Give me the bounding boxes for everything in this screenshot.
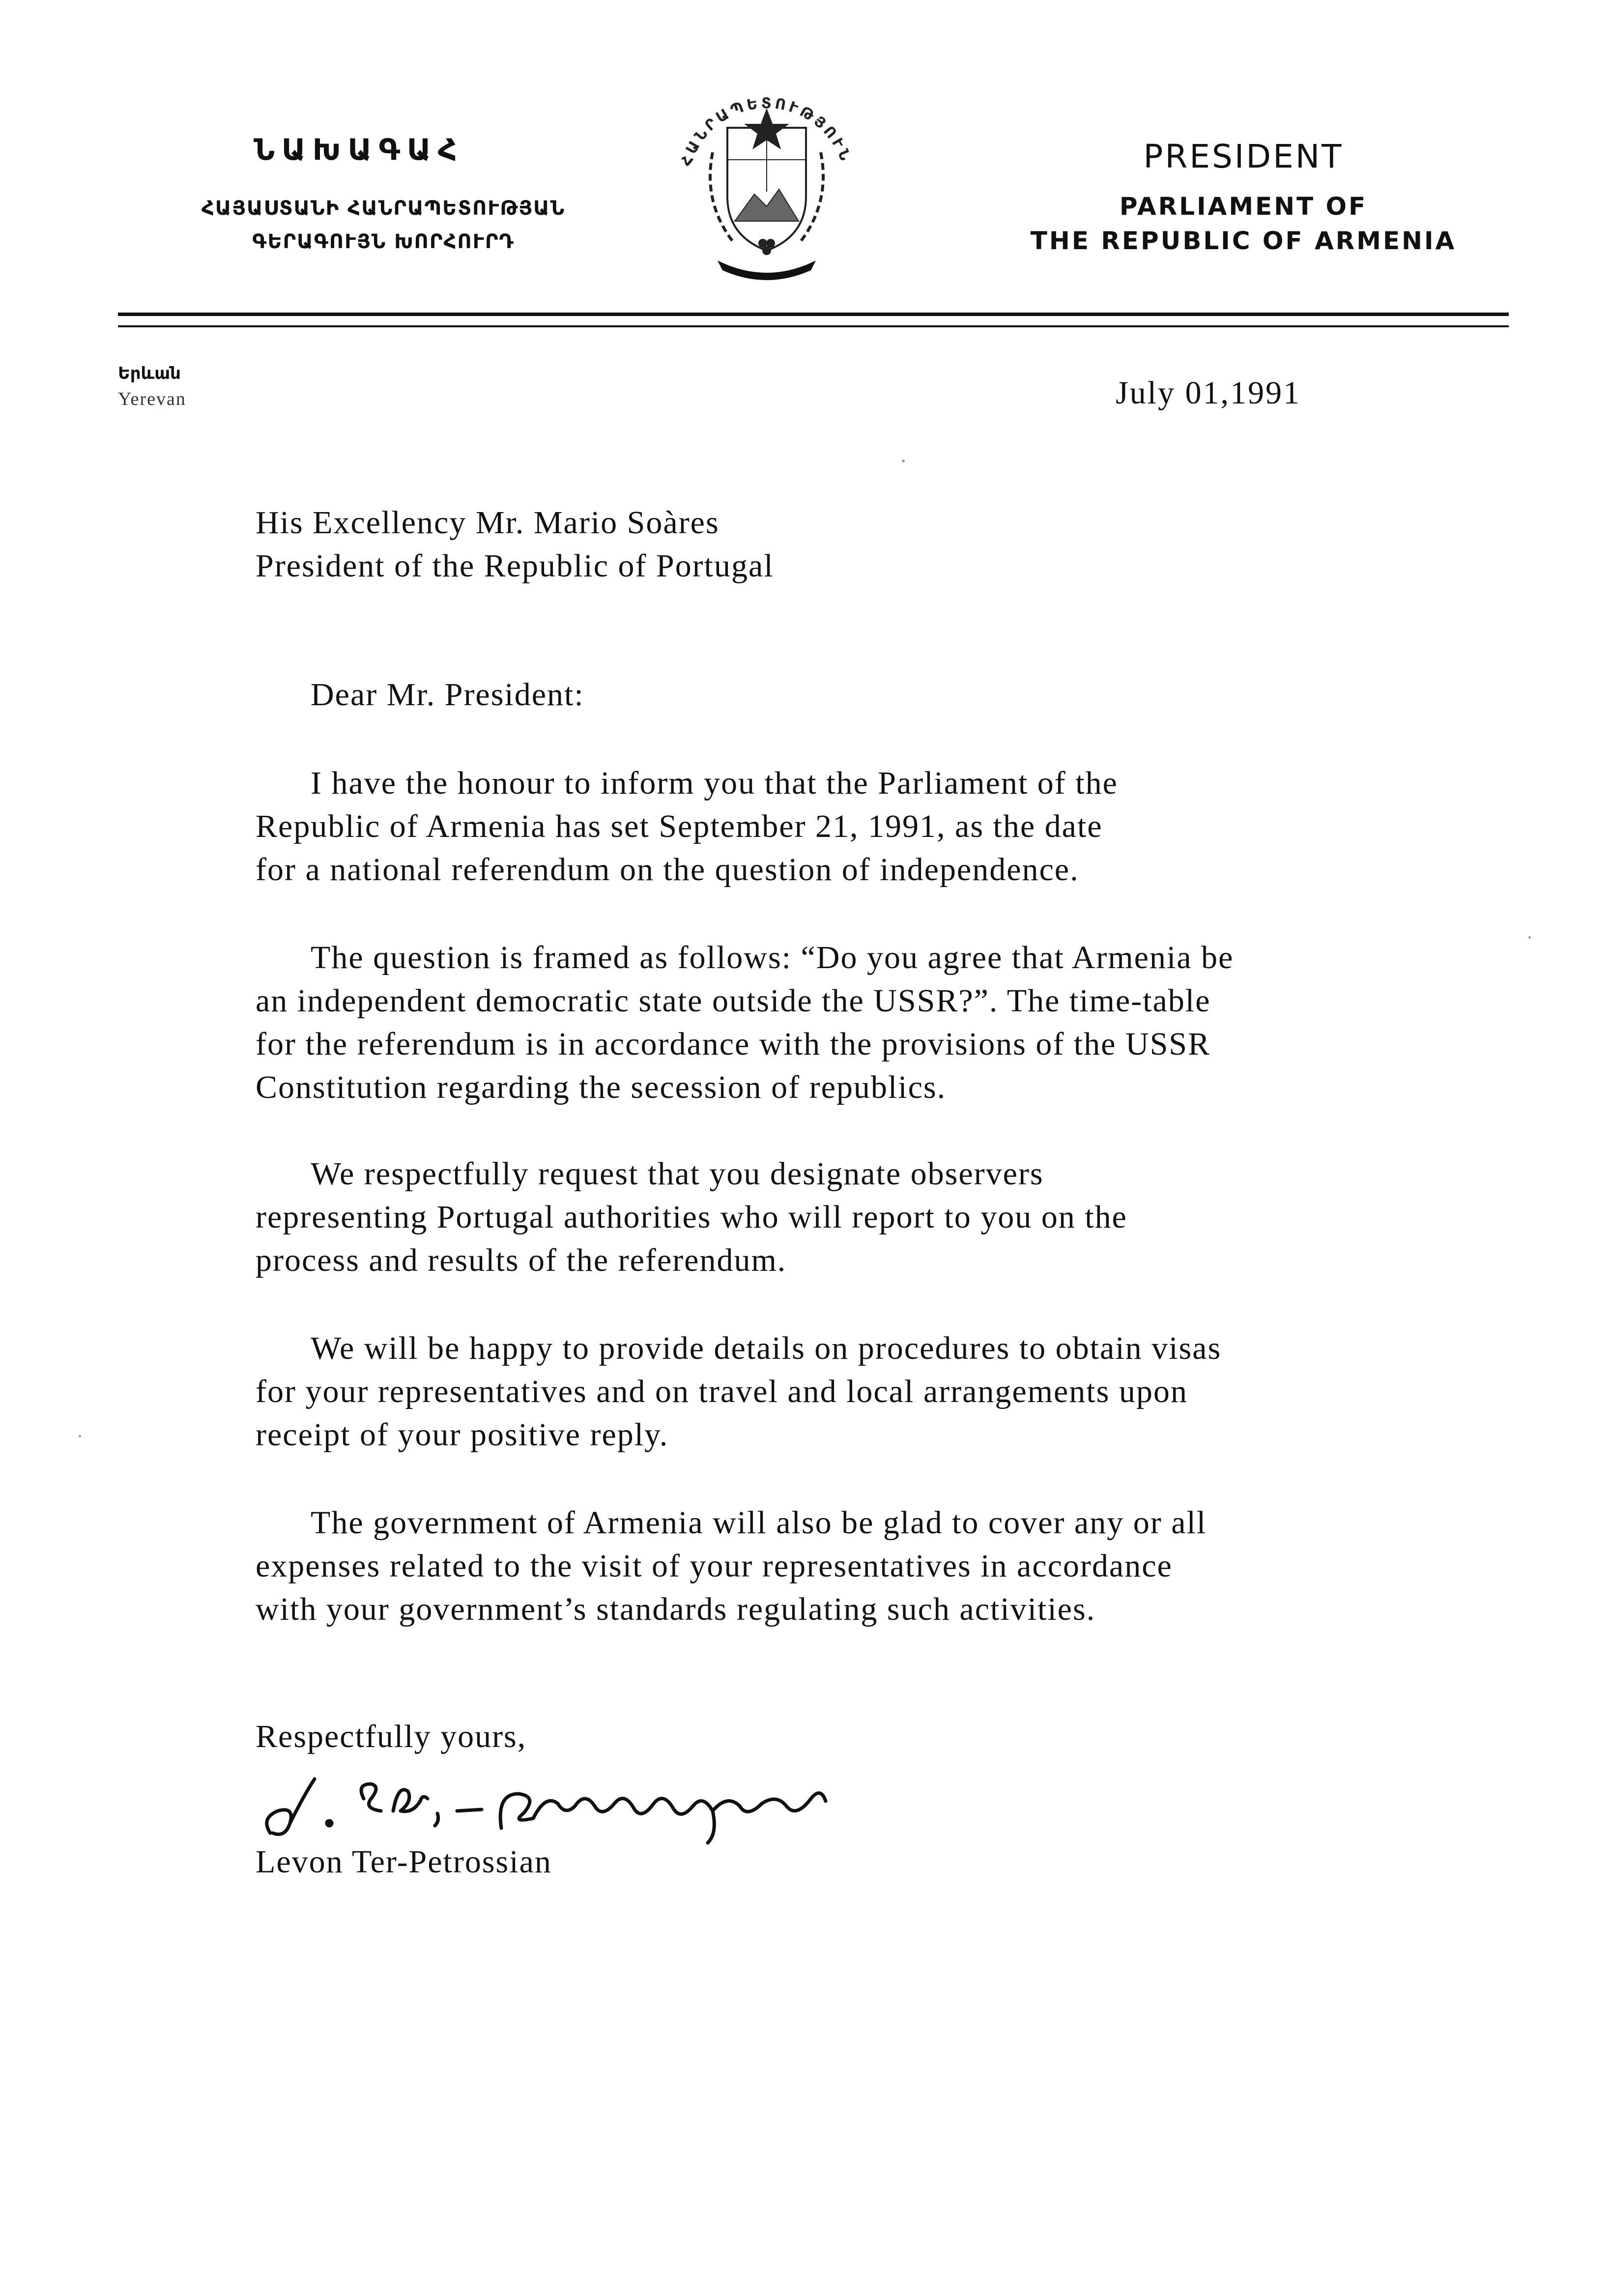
paragraph-line: I have the honour to inform you that the Parliament of the — [311, 765, 1118, 801]
salutation: Dear Mr. President: — [311, 677, 584, 713]
handwritten-signature — [251, 1764, 870, 1848]
armenian-org-line-1: ՀԱՅԱՍՏԱՆԻ ՀԱՆՐԱՊԵՏՈՒԹՅԱՆ — [201, 197, 566, 220]
emblem-text: ՀԱՆՐԱՊԵՏՈՒԹՅՈՒՆ — [677, 94, 855, 169]
signer-name: Levon Ter-Petrossian — [256, 1844, 552, 1880]
addressee — [256, 501, 1460, 588]
paragraph-line: an independent democratic state outside the USSR?”. The time-table — [256, 983, 1211, 1019]
paragraph-line: representing Portugal authorities who will report to you on the — [256, 1199, 1127, 1235]
paragraph-line: with your government’s standards regulating such activities. — [256, 1591, 1096, 1627]
body-paragraph — [256, 1327, 1460, 1457]
paragraph-line: The government of Armenia will also be glad to cover any or all — [311, 1505, 1207, 1541]
header-divider-thin — [118, 325, 1509, 327]
scan-speck — [1528, 936, 1531, 939]
english-org-line-2: THE REPUBLIC OF ARMENIA — [1030, 227, 1457, 255]
paragraph-line: We will be happy to provide details on procedures to obtain visas — [311, 1330, 1222, 1366]
body-paragraph — [256, 1152, 1460, 1282]
paragraph-line: receipt of your positive reply. — [256, 1417, 669, 1453]
armenian-org-line-2: ԳԵՐԱԳՈՒՅՆ ԽՈՐՀՈՒՐԴ — [252, 230, 515, 253]
english-org-line-1: PARLIAMENT OF — [1119, 192, 1368, 221]
city-armenian: Երևան — [118, 364, 181, 383]
paragraph-line: for a national referendum on the question of independence. — [256, 852, 1079, 888]
armenian-organization — [98, 192, 668, 258]
closing: Respectfully yours, — [256, 1719, 527, 1754]
paragraph-line: Republic of Armenia has set September 21, 1991, as the date — [256, 808, 1103, 844]
body-paragraph — [256, 1501, 1460, 1631]
scan-speck — [79, 1435, 81, 1437]
letter-date: July 01,1991 — [1116, 375, 1301, 411]
paragraph-line: process and results of the referendum. — [256, 1242, 787, 1278]
paragraph-line: for the referendum is in accordance with the provisions of the USSR — [256, 1026, 1211, 1062]
letterhead-president-title: PRESIDENT — [1143, 138, 1344, 175]
letterhead-organization — [993, 189, 1494, 258]
addressee-title: President of the Republic of Portugal — [256, 548, 774, 584]
addressee-name: His Excellency Mr. Mario Soàres — [256, 505, 720, 541]
armenian-coat-of-arms-icon — [654, 74, 880, 285]
paragraph-line: We respectfully request that you designate observers — [311, 1156, 1044, 1192]
paragraph-line: for your representatives and on travel and local arrangements upon — [256, 1374, 1188, 1409]
body-paragraph — [256, 762, 1460, 891]
paragraph-line: Constitution regarding the secession of republics. — [256, 1069, 947, 1105]
city-english: Yerevan — [118, 389, 186, 409]
paragraph-line: The question is framed as follows: “Do you agree that Armenia be — [311, 940, 1234, 976]
body-paragraph — [256, 936, 1460, 1109]
scan-speck — [902, 459, 905, 462]
header-divider-thick — [118, 313, 1509, 316]
armenian-title: ՆԱԽԱԳԱՀ — [254, 133, 464, 167]
paragraph-line: expenses related to the visit of your representatives in accordance — [256, 1548, 1173, 1584]
